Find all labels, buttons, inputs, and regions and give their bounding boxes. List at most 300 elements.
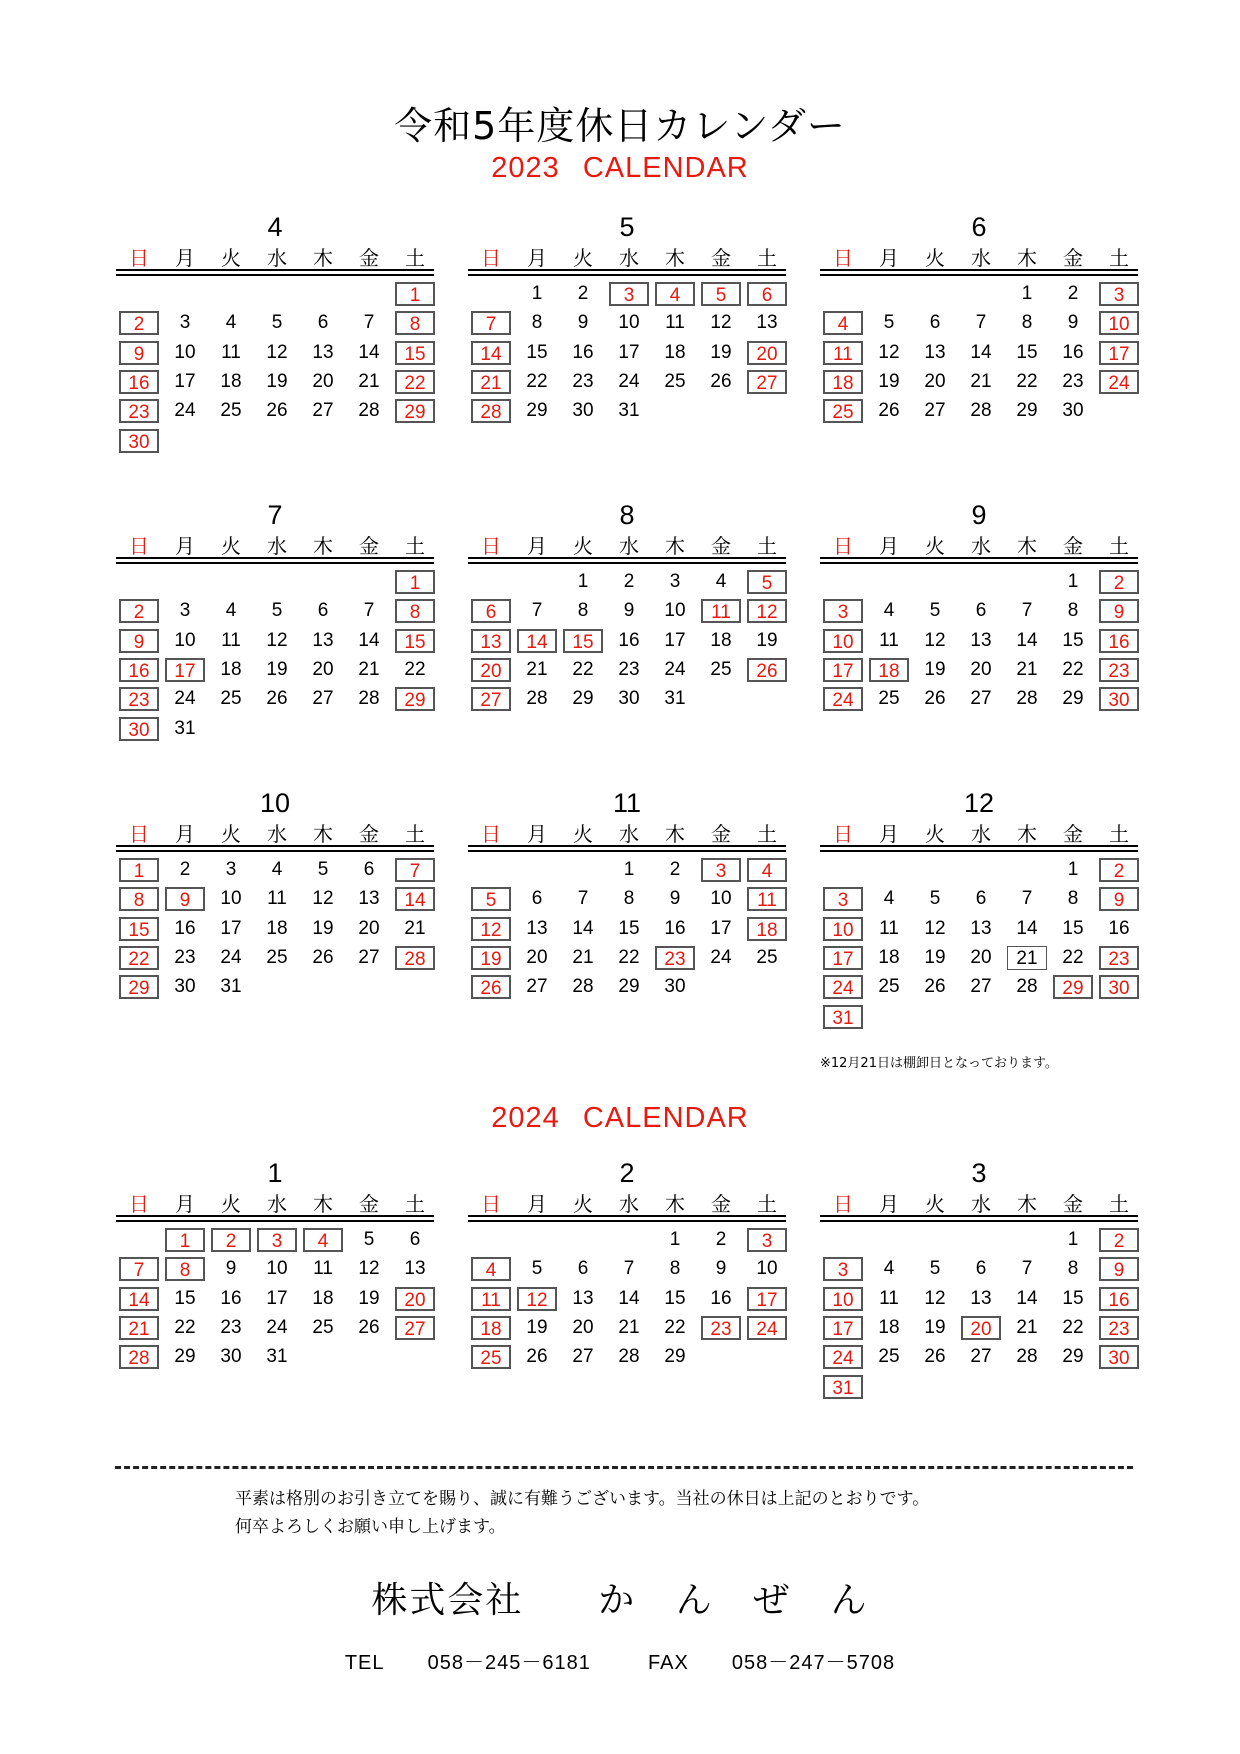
day-cell: 15 — [1016, 341, 1038, 363]
day-cell: 21 — [404, 917, 426, 939]
weekday-label: 木 — [665, 822, 685, 846]
month-title: 9 — [971, 500, 987, 530]
day-grid — [116, 858, 434, 1038]
holiday-day-cell: 17 — [823, 946, 863, 970]
header-rule — [820, 1215, 1138, 1217]
day-cell: 13 — [970, 1287, 992, 1309]
day-cell: 25 — [266, 946, 288, 968]
weekday-label: 木 — [1017, 1192, 1037, 1216]
header-rule — [116, 845, 434, 847]
weekday-label: 木 — [313, 822, 333, 846]
holiday-day-cell: 24 — [747, 1316, 787, 1340]
day-cell: 30 — [1062, 400, 1084, 422]
weekday-label: 木 — [1017, 534, 1037, 558]
holiday-day-cell: 21 — [471, 370, 511, 394]
weekday-label: 金 — [711, 1192, 731, 1216]
inventory-note: ※12月21日は棚卸日となっております。 — [820, 1056, 1058, 1071]
holiday-day-cell: 14 — [119, 1287, 159, 1311]
header-rule — [820, 274, 1138, 276]
header-rule — [468, 1215, 786, 1217]
weekday-label: 金 — [711, 246, 731, 270]
day-cell: 2 — [179, 859, 191, 880]
month-title: 12 — [963, 788, 995, 818]
holiday-day-cell: 27 — [471, 687, 511, 711]
day-cell: 18 — [664, 341, 686, 363]
day-grid — [468, 570, 786, 750]
holiday-day-cell: 1 — [119, 858, 159, 882]
fax-number: 058－247－5708 — [731, 1652, 896, 1674]
weekday-label: 火 — [925, 1192, 945, 1216]
weekday-label: 水 — [619, 1192, 639, 1216]
holiday-day-cell: 28 — [119, 1345, 159, 1369]
weekday-label: 水 — [267, 822, 287, 846]
day-cell: 5 — [929, 600, 941, 622]
day-grid — [820, 570, 1138, 750]
holiday-day-cell: 2 — [1099, 858, 1139, 882]
holiday-day-cell: 8 — [119, 887, 159, 911]
day-cell: 24 — [710, 946, 732, 968]
holiday-day-cell: 20 — [747, 341, 787, 365]
day-cell: 14 — [358, 341, 380, 363]
day-cell: 12 — [924, 629, 946, 651]
weekday-label: 木 — [313, 1192, 333, 1216]
holiday-day-cell: 20 — [471, 658, 511, 682]
day-cell: 5 — [883, 312, 895, 334]
day-cell: 14 — [1016, 629, 1038, 651]
day-cell: 17 — [664, 629, 686, 651]
day-cell: 19 — [526, 1316, 548, 1338]
day-cell: 8 — [1021, 312, 1033, 334]
day-cell: 1 — [1067, 859, 1079, 880]
day-cell: 6 — [317, 600, 329, 622]
day-cell: 26 — [924, 976, 946, 998]
day-cell: 12 — [710, 312, 732, 334]
day-cell: 16 — [664, 917, 686, 939]
weekday-header — [116, 818, 434, 848]
weekday-label: 月 — [879, 534, 899, 558]
day-cell: 19 — [710, 341, 732, 363]
holiday-day-cell: 18 — [471, 1316, 511, 1340]
day-cell: 22 — [174, 1316, 196, 1338]
contact-info — [0, 1646, 1240, 1675]
weekday-label: 水 — [619, 822, 639, 846]
day-cell: 26 — [358, 1316, 380, 1338]
day-cell: 6 — [363, 859, 375, 880]
day-cell: 19 — [312, 917, 334, 939]
holiday-day-cell: 11 — [823, 341, 863, 365]
day-cell: 10 — [220, 888, 242, 910]
day-cell: 30 — [664, 976, 686, 998]
holiday-day-cell: 20 — [395, 1287, 435, 1311]
weekday-label: 火 — [573, 1192, 593, 1216]
holiday-day-cell: 30 — [1099, 687, 1139, 711]
day-cell: 2 — [715, 1229, 727, 1250]
day-cell: 11 — [879, 917, 899, 939]
holiday-day-cell: 2 — [1099, 570, 1139, 594]
message-line-1: 平素は格別のお引き立てを賜り、誠に有難うございます。当社の休日は上記のとおりです。 — [235, 1489, 930, 1509]
day-cell: 24 — [266, 1316, 288, 1338]
day-cell: 9 — [623, 600, 635, 622]
day-cell: 18 — [878, 1316, 900, 1338]
day-cell: 10 — [664, 600, 686, 622]
month-title: 11 — [612, 788, 642, 818]
day-cell: 9 — [225, 1258, 237, 1280]
header-rule — [820, 557, 1138, 559]
header-rule — [468, 269, 786, 271]
holiday-day-cell: 14 — [471, 341, 511, 365]
header-rule — [116, 562, 434, 564]
holiday-day-cell: 9 — [165, 887, 205, 911]
day-cell: 20 — [970, 658, 992, 680]
day-cell: 13 — [970, 917, 992, 939]
weekday-label: 木 — [665, 534, 685, 558]
day-cell: 11 — [879, 629, 899, 651]
weekday-label: 木 — [1017, 822, 1037, 846]
day-cell: 16 — [220, 1287, 242, 1309]
day-cell: 15 — [1062, 1287, 1084, 1309]
day-cell: 16 — [174, 917, 196, 939]
holiday-day-cell: 7 — [395, 858, 435, 882]
day-cell: 19 — [924, 946, 946, 968]
holiday-day-cell: 16 — [119, 658, 159, 682]
weekday-label: 金 — [359, 1192, 379, 1216]
day-cell: 24 — [174, 688, 196, 710]
header-rule — [468, 850, 786, 852]
holiday-day-cell: 18 — [823, 370, 863, 394]
weekday-label: 木 — [313, 534, 333, 558]
weekday-label: 木 — [665, 1192, 685, 1216]
holiday-day-cell: 13 — [471, 629, 511, 653]
day-cell: 22 — [404, 658, 426, 680]
holiday-day-cell: 16 — [119, 370, 159, 394]
holiday-day-cell: 20 — [961, 1316, 1001, 1340]
header-rule — [116, 269, 434, 271]
weekday-label: 日 — [833, 534, 853, 558]
holiday-day-cell: 12 — [471, 917, 511, 941]
holiday-day-cell: 17 — [1099, 341, 1139, 365]
month-title: 10 — [259, 788, 291, 818]
day-cell: 29 — [1016, 400, 1038, 422]
day-cell: 5 — [363, 1229, 375, 1250]
day-cell: 17 — [618, 341, 640, 363]
weekday-label: 金 — [711, 822, 731, 846]
weekday-label: 土 — [1109, 822, 1129, 846]
dashed-divider — [115, 1466, 1133, 1469]
weekday-label: 日 — [129, 1192, 149, 1216]
day-cell: 15 — [618, 917, 640, 939]
holiday-day-cell: 11 — [747, 887, 787, 911]
day-cell: 17 — [710, 917, 732, 939]
day-cell: 5 — [271, 600, 283, 622]
weekday-label: 土 — [1109, 1192, 1129, 1216]
weekday-header — [820, 530, 1138, 560]
day-cell: 30 — [618, 688, 640, 710]
day-cell: 13 — [924, 341, 946, 363]
day-cell: 26 — [878, 400, 900, 422]
day-cell: 8 — [531, 312, 543, 334]
day-cell: 25 — [756, 946, 778, 968]
day-cell: 14 — [1016, 917, 1038, 939]
company-type: 株式会社 — [371, 1580, 524, 1621]
day-cell: 7 — [363, 312, 375, 334]
day-grid — [468, 1228, 786, 1408]
day-cell: 10 — [174, 341, 196, 363]
holiday-day-cell: 27 — [395, 1316, 435, 1340]
holiday-day-cell: 5 — [471, 887, 511, 911]
day-cell: 22 — [1062, 658, 1084, 680]
holiday-day-cell: 2 — [119, 599, 159, 623]
day-cell: 6 — [409, 1229, 421, 1250]
holiday-day-cell: 17 — [823, 658, 863, 682]
day-cell: 30 — [572, 400, 594, 422]
day-cell: 4 — [271, 859, 283, 880]
day-cell: 24 — [220, 946, 242, 968]
day-cell: 31 — [174, 717, 196, 739]
day-cell: 8 — [577, 600, 589, 622]
day-cell: 24 — [174, 400, 196, 422]
header-rule — [116, 850, 434, 852]
month-title: 7 — [267, 500, 283, 530]
weekday-header — [820, 1188, 1138, 1218]
day-cell: 28 — [572, 976, 594, 998]
header-rule — [468, 1220, 786, 1222]
day-cell: 27 — [572, 1346, 594, 1368]
day-cell: 27 — [924, 400, 946, 422]
month-title: 3 — [971, 1158, 987, 1188]
day-cell: 16 — [618, 629, 640, 651]
holiday-day-cell: 3 — [1099, 282, 1139, 306]
day-cell: 7 — [531, 600, 543, 622]
holiday-day-cell: 7 — [119, 1257, 159, 1281]
holiday-day-cell: 23 — [655, 946, 695, 970]
holiday-day-cell: 24 — [823, 687, 863, 711]
day-cell: 5 — [929, 1258, 941, 1280]
day-cell: 1 — [669, 1229, 681, 1250]
day-cell: 12 — [266, 629, 288, 651]
day-cell: 4 — [883, 600, 895, 622]
holiday-day-cell: 4 — [747, 858, 787, 882]
header-rule — [820, 1220, 1138, 1222]
day-cell: 17 — [174, 370, 196, 392]
day-cell: 28 — [358, 400, 380, 422]
header-rule — [468, 557, 786, 559]
holiday-day-cell: 28 — [395, 946, 435, 970]
holiday-day-cell: 3 — [823, 887, 863, 911]
day-cell: 30 — [174, 976, 196, 998]
weekday-header — [820, 242, 1138, 272]
day-cell: 5 — [531, 1258, 543, 1280]
holiday-day-cell: 30 — [119, 717, 159, 741]
header-rule — [116, 274, 434, 276]
day-cell: 9 — [669, 888, 681, 910]
year-heading-2023: 2023 CALENDAR — [491, 152, 749, 184]
weekday-label: 月 — [175, 534, 195, 558]
day-cell: 29 — [572, 688, 594, 710]
holiday-day-cell: 23 — [119, 687, 159, 711]
day-cell: 26 — [526, 1346, 548, 1368]
holiday-day-cell: 24 — [823, 975, 863, 999]
day-cell: 19 — [358, 1287, 380, 1309]
header-rule — [116, 1215, 434, 1217]
day-cell: 11 — [221, 341, 241, 363]
day-cell: 25 — [710, 658, 732, 680]
holiday-day-cell: 30 — [1099, 975, 1139, 999]
day-cell: 23 — [1062, 370, 1084, 392]
weekday-label: 月 — [879, 822, 899, 846]
day-cell: 6 — [929, 312, 941, 334]
day-cell: 11 — [221, 629, 241, 651]
weekday-label: 水 — [971, 1192, 991, 1216]
day-cell: 25 — [664, 370, 686, 392]
holiday-day-cell: 31 — [823, 1375, 863, 1399]
day-cell: 6 — [531, 888, 543, 910]
weekday-label: 金 — [1063, 822, 1083, 846]
day-cell: 20 — [572, 1316, 594, 1338]
weekday-header — [116, 242, 434, 272]
day-cell: 22 — [1016, 370, 1038, 392]
weekday-header — [468, 1188, 786, 1218]
month-title: 2 — [619, 1158, 635, 1188]
header-rule — [820, 269, 1138, 271]
day-cell: 14 — [970, 341, 992, 363]
holiday-day-cell: 17 — [165, 658, 205, 682]
holiday-day-cell: 3 — [257, 1228, 297, 1252]
day-cell: 22 — [526, 370, 548, 392]
day-cell: 11 — [313, 1258, 333, 1280]
weekday-label: 火 — [221, 822, 241, 846]
day-cell: 14 — [358, 629, 380, 651]
day-cell: 28 — [358, 688, 380, 710]
day-cell: 26 — [710, 370, 732, 392]
day-cell: 25 — [220, 400, 242, 422]
holiday-day-cell: 1 — [395, 570, 435, 594]
day-grid — [116, 282, 434, 462]
day-grid — [820, 1228, 1138, 1408]
day-cell: 11 — [267, 888, 287, 910]
day-cell: 9 — [577, 312, 589, 334]
month-title: 5 — [619, 212, 635, 242]
day-cell: 27 — [970, 1346, 992, 1368]
holiday-day-cell: 23 — [1099, 1316, 1139, 1340]
day-grid — [468, 858, 786, 1038]
day-cell: 15 — [174, 1287, 196, 1309]
day-cell: 24 — [664, 658, 686, 680]
day-cell: 21 — [618, 1316, 640, 1338]
holiday-day-cell: 15 — [119, 917, 159, 941]
day-cell: 28 — [1016, 1346, 1038, 1368]
holiday-day-cell: 9 — [119, 341, 159, 365]
holiday-day-cell: 29 — [1053, 975, 1093, 999]
holiday-day-cell: 25 — [823, 399, 863, 423]
holiday-day-cell: 8 — [395, 599, 435, 623]
day-cell: 22 — [572, 658, 594, 680]
day-cell: 6 — [975, 1258, 987, 1280]
day-cell: 23 — [174, 946, 196, 968]
day-cell: 11 — [879, 1287, 899, 1309]
weekday-label: 土 — [757, 246, 777, 270]
day-grid — [820, 858, 1138, 1038]
holiday-day-cell: 5 — [701, 282, 741, 306]
day-cell: 26 — [924, 688, 946, 710]
day-cell: 20 — [312, 658, 334, 680]
weekday-label: 水 — [619, 534, 639, 558]
weekday-label: 土 — [757, 1192, 777, 1216]
day-cell: 25 — [878, 688, 900, 710]
tel-label: TEL — [344, 1652, 385, 1674]
day-cell: 7 — [577, 888, 589, 910]
header-rule — [820, 845, 1138, 847]
holiday-day-cell: 10 — [823, 917, 863, 941]
holiday-day-cell: 23 — [701, 1316, 741, 1340]
holiday-day-cell: 21 — [119, 1316, 159, 1340]
holiday-day-cell: 17 — [823, 1316, 863, 1340]
holiday-day-cell: 23 — [1099, 946, 1139, 970]
day-cell: 22 — [1062, 946, 1084, 968]
holiday-day-cell: 29 — [395, 687, 435, 711]
day-cell: 6 — [975, 600, 987, 622]
weekday-label: 金 — [1063, 246, 1083, 270]
weekday-header — [468, 242, 786, 272]
holiday-day-cell: 4 — [303, 1228, 343, 1252]
weekday-label: 日 — [129, 534, 149, 558]
holiday-day-cell: 27 — [747, 370, 787, 394]
day-cell: 20 — [924, 370, 946, 392]
holiday-day-cell: 8 — [395, 311, 435, 335]
holiday-day-cell: 6 — [471, 599, 511, 623]
day-cell: 22 — [1062, 1316, 1084, 1338]
day-cell: 27 — [358, 946, 380, 968]
day-cell: 29 — [618, 976, 640, 998]
holiday-day-cell: 4 — [823, 311, 863, 335]
weekday-label: 月 — [527, 534, 547, 558]
message-line-2: 何卒よろしくお願い申し上げます。 — [235, 1517, 506, 1537]
day-cell: 13 — [404, 1258, 426, 1280]
holiday-day-cell: 22 — [395, 370, 435, 394]
weekday-label: 金 — [1063, 534, 1083, 558]
weekday-label: 日 — [481, 822, 501, 846]
holiday-day-cell: 12 — [517, 1287, 557, 1311]
holiday-day-cell: 11 — [701, 599, 741, 623]
day-cell: 31 — [618, 400, 640, 422]
holiday-day-cell: 11 — [471, 1287, 511, 1311]
holiday-day-cell: 10 — [1099, 311, 1139, 335]
day-cell: 9 — [1067, 312, 1079, 334]
weekday-label: 日 — [481, 534, 501, 558]
weekday-label: 土 — [1109, 534, 1129, 558]
day-cell: 12 — [266, 341, 288, 363]
day-cell: 26 — [924, 1346, 946, 1368]
day-cell: 27 — [970, 976, 992, 998]
weekday-label: 土 — [405, 1192, 425, 1216]
weekday-label: 月 — [527, 1192, 547, 1216]
weekday-header — [820, 818, 1138, 848]
day-cell: 29 — [174, 1346, 196, 1368]
day-cell: 1 — [1067, 571, 1079, 592]
day-grid — [116, 1228, 434, 1408]
day-cell: 29 — [526, 400, 548, 422]
day-cell: 18 — [266, 917, 288, 939]
day-cell: 22 — [664, 1316, 686, 1338]
day-cell: 4 — [225, 312, 237, 334]
day-cell: 12 — [358, 1258, 380, 1280]
day-cell: 10 — [266, 1258, 288, 1280]
day-cell: 4 — [225, 600, 237, 622]
day-cell: 17 — [220, 917, 242, 939]
weekday-label: 月 — [527, 246, 547, 270]
day-cell: 5 — [317, 859, 329, 880]
day-cell: 18 — [878, 946, 900, 968]
day-cell: 7 — [975, 312, 987, 334]
